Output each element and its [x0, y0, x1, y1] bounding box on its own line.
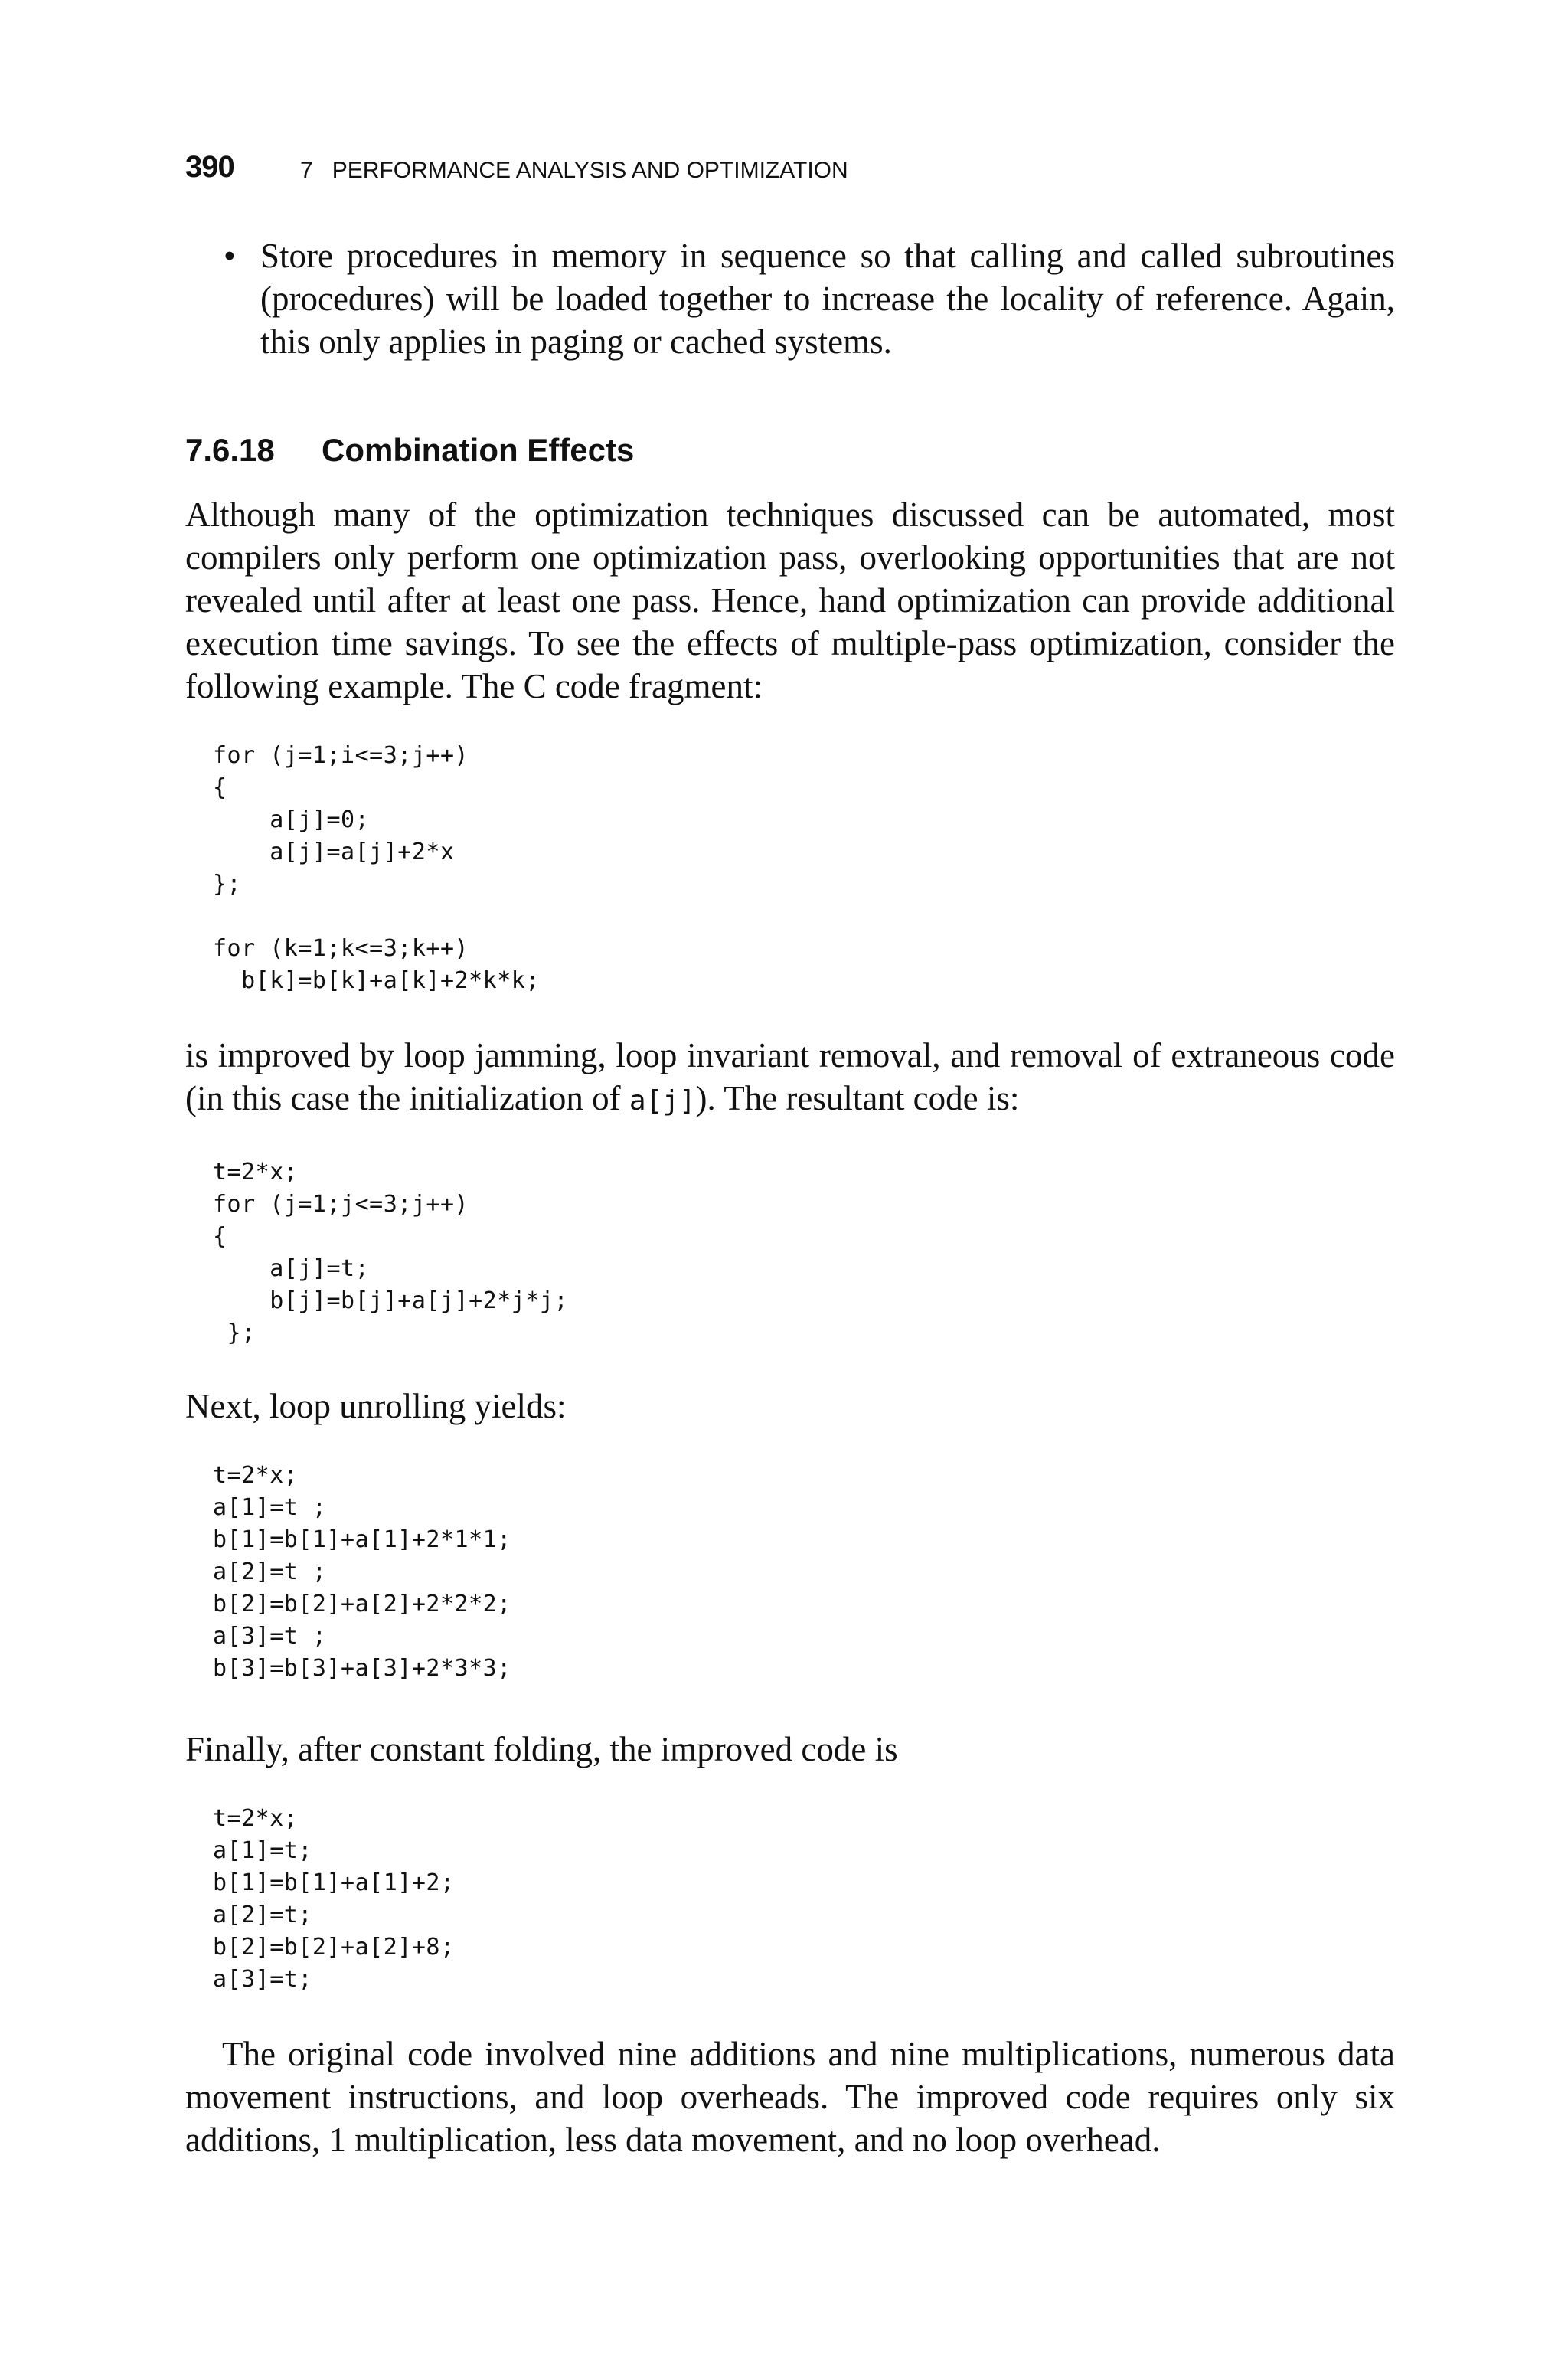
code-line: }; [213, 1320, 256, 1346]
code-line: a[2]=t; [213, 1902, 312, 1928]
bullet-text: Store procedures in memory in sequence so that calling and called subroutines (procedures) will be loaded together to increase the locality of reference. Again, this only applies in paging or cached systems. [260, 237, 1395, 361]
code-line: a[j]=t; [213, 1255, 370, 1282]
section-title: Combination Effects [322, 432, 635, 468]
section-heading [185, 429, 634, 472]
code-line: b[1]=b[1]+a[1]+2; [213, 1869, 455, 1896]
code-line: b[j]=b[j]+a[j]+2*j*j; [213, 1287, 569, 1314]
code-line: b[1]=b[1]+a[1]+2*1*1; [213, 1526, 511, 1553]
folding-paragraph: Finally, after constant folding, the improved code is [185, 1730, 898, 1768]
code-line: t=2*x; [213, 1462, 299, 1489]
inline-code: a[j] [629, 1085, 696, 1117]
code-block-original [213, 740, 540, 997]
code-line: a[3]=t; [213, 1966, 312, 1993]
code-line: a[1]=t ; [213, 1494, 327, 1521]
chapter-title: 7 PERFORMANCE ANALYSIS AND OPTIMIZATION [300, 158, 848, 183]
running-header [185, 150, 1395, 188]
code-line [213, 901, 540, 933]
code-line: b[3]=b[3]+a[3]+2*3*3; [213, 1655, 511, 1682]
code-line: t=2*x; [213, 1159, 299, 1186]
page-number: 390 [185, 150, 234, 184]
code-line: b[2]=b[2]+a[2]+2*2*2; [213, 1591, 511, 1617]
code-line: for (k=1;k<=3;k++) [213, 935, 469, 962]
jamming-paragraph [185, 1034, 1395, 1123]
unrolling-paragraph: Next, loop unrolling yields: [185, 1387, 567, 1425]
conclusion-paragraph: The original code involved nine additions and nine multiplications, numerous data movement instructions, and loop overheads. The improved code requires only six additions, 1 multiplication, less data movement, and no loop overhead. [185, 2035, 1395, 2159]
code-line: b[k]=b[k]+a[k]+2*k*k; [213, 967, 540, 994]
code-block-jammed [213, 1156, 568, 1349]
code-line: { [213, 774, 227, 801]
code-line: }; [213, 871, 242, 898]
code-line: for (j=1;i<=3;j++) [213, 742, 469, 769]
code-line: { [213, 1223, 227, 1250]
jamming-text-after: ). The resultant code is: [695, 1079, 1020, 1117]
jamming-text-before: is improved by loop jamming, loop invariant removal, and removal of extraneous code (in this case the initialization of [185, 1036, 1395, 1117]
bullet-icon: • [224, 237, 236, 275]
code-block-unrolled [213, 1460, 511, 1685]
code-line: a[j]=0; [213, 806, 370, 833]
section-number: 7.6.18 [185, 432, 275, 468]
code-line: a[3]=t ; [213, 1623, 327, 1650]
code-block-folded [213, 1803, 455, 1996]
code-line: for (j=1;j<=3;j++) [213, 1191, 469, 1218]
code-line: b[2]=b[2]+a[2]+8; [213, 1934, 455, 1961]
intro-paragraph: Although many of the optimization techniques discussed can be automated, most compilers only perform one optimization pass, overlooking opportunities that are not revealed until after at least one pass. Hence, hand optimization can provide additional execution time savings. To see the effects of multiple-pass optimization, consider the following example. The C code fragment: [185, 496, 1395, 705]
code-line: a[j]=a[j]+2*x [213, 839, 455, 865]
code-line: a[1]=t; [213, 1837, 312, 1864]
code-line: t=2*x; [213, 1805, 299, 1832]
code-line: a[2]=t ; [213, 1558, 327, 1585]
